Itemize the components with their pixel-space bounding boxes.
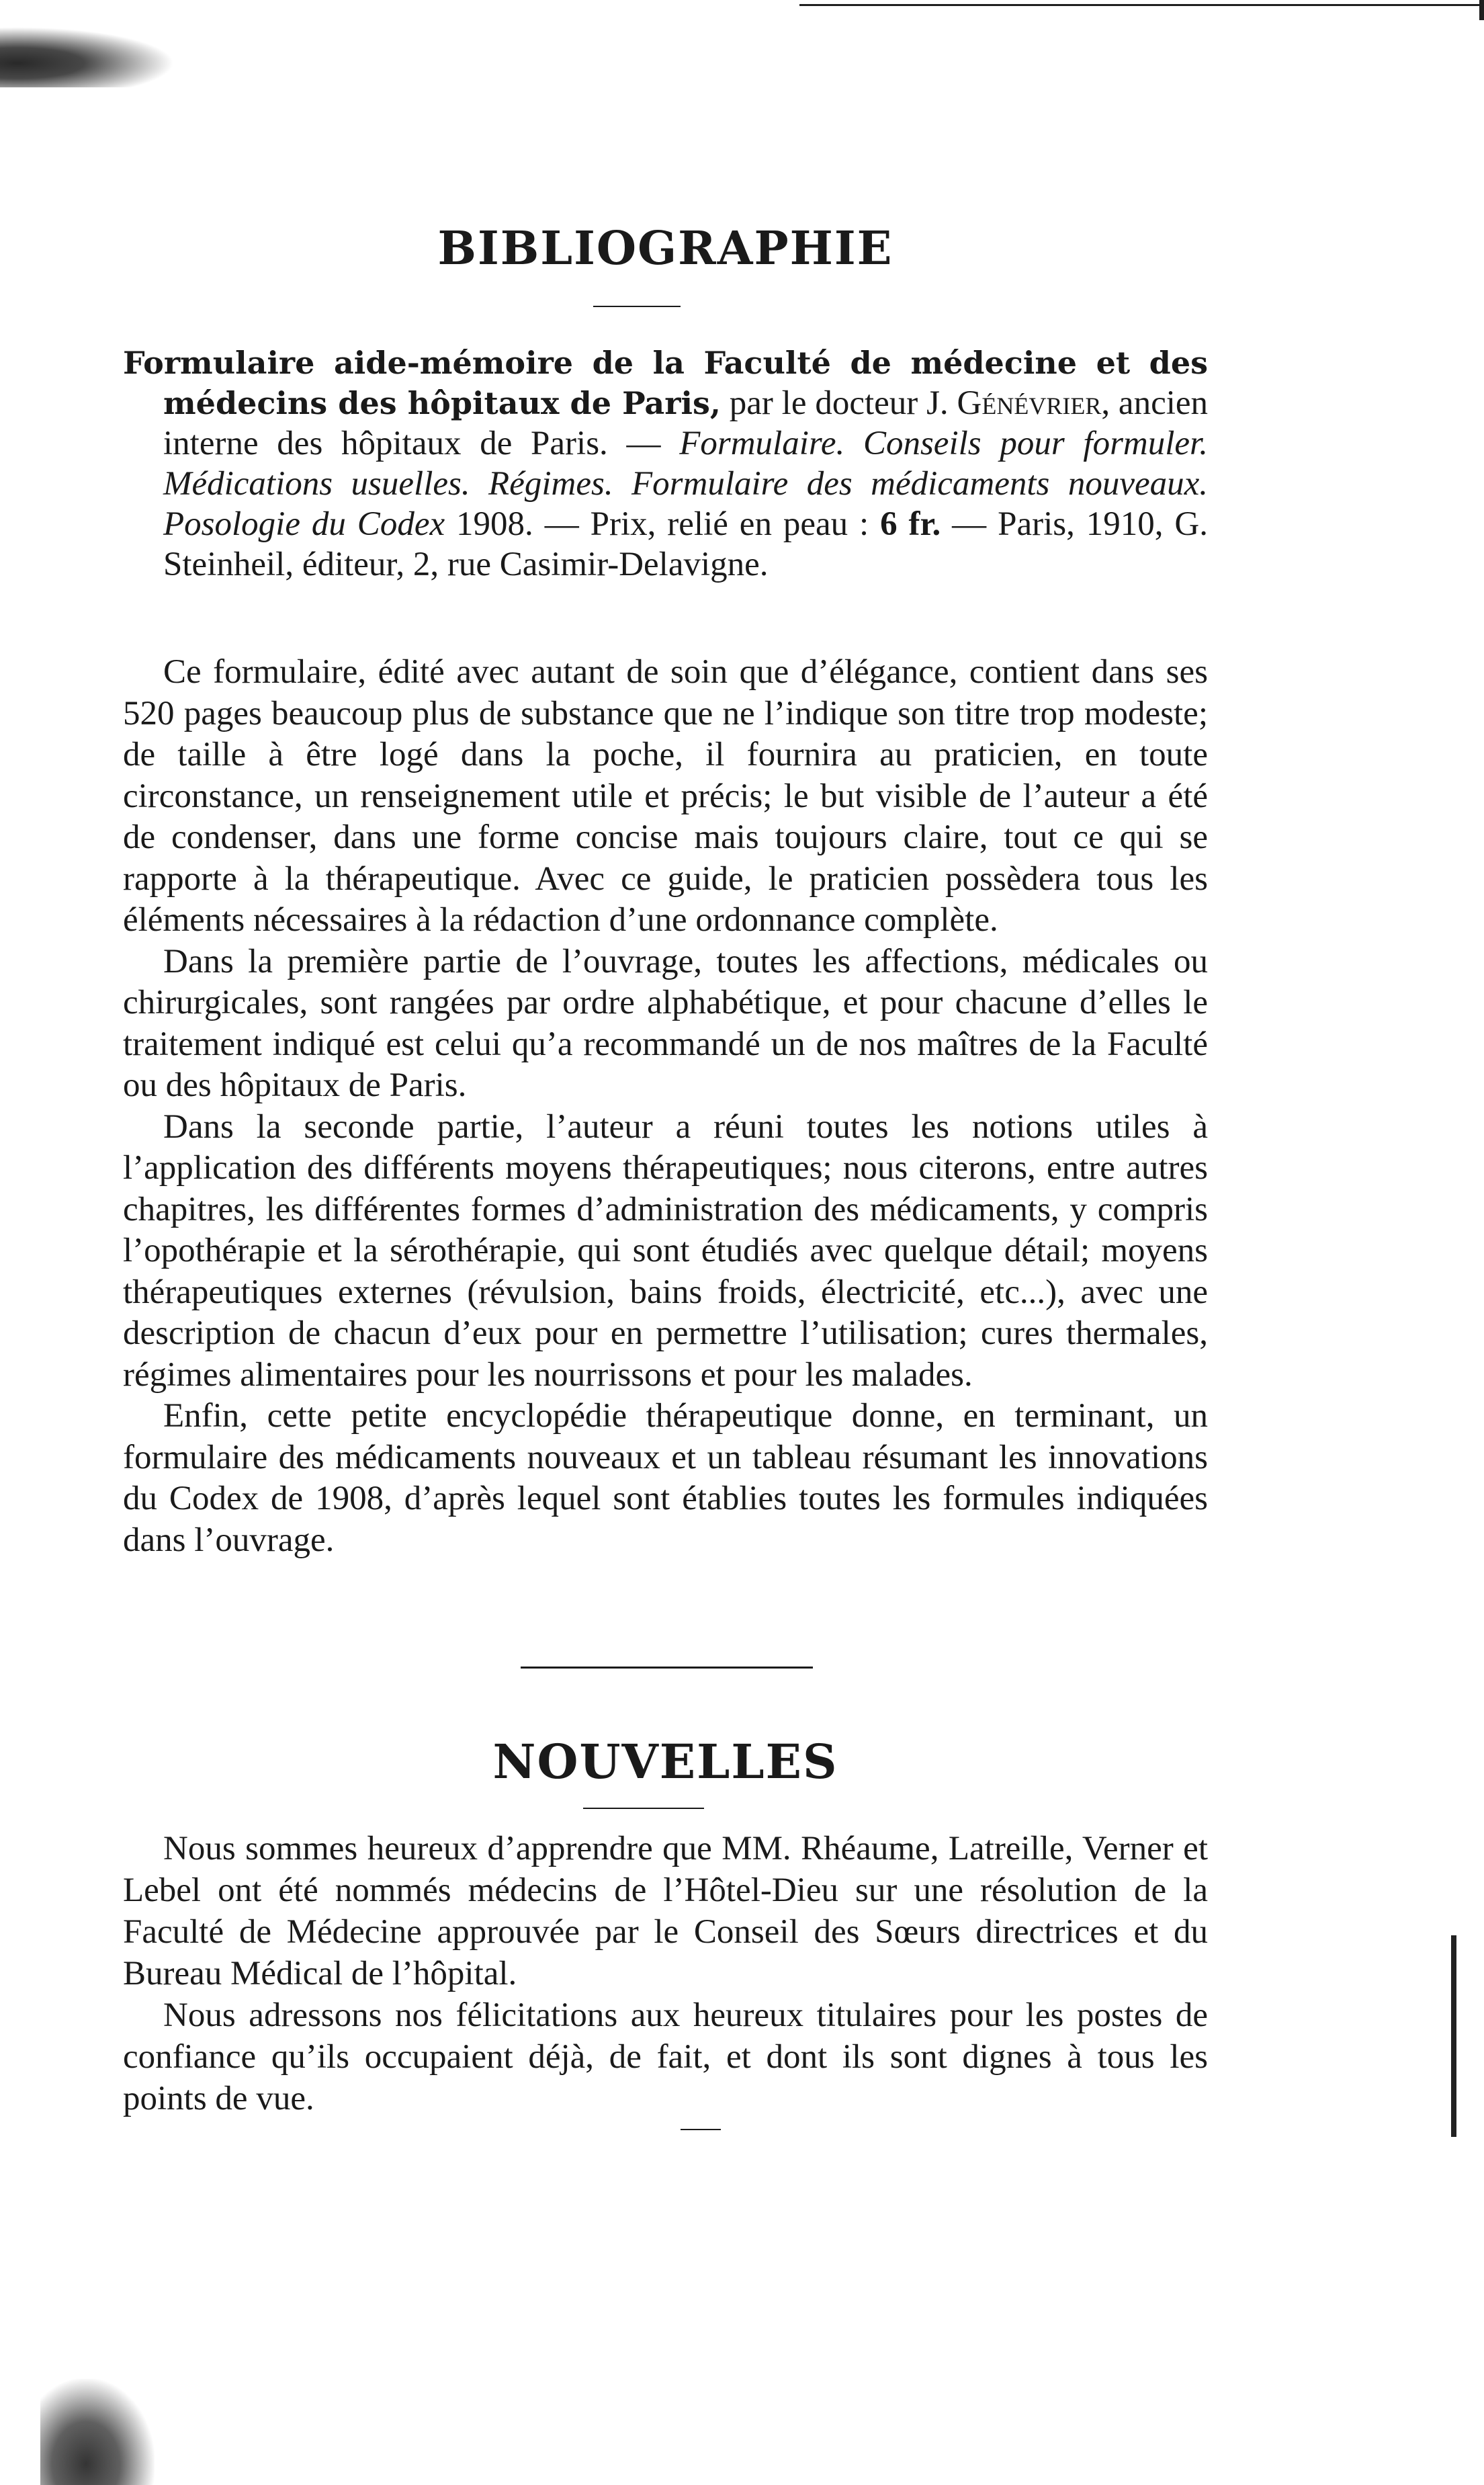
- page-edge-right: [1479, 0, 1484, 20]
- paragraph: Dans la seconde partie, l’auteur a réuni toutes les notions utiles à l’application des différents moyens thérapeutiques; nous citerons, entre autres chapitres, les différentes formes d’administration des médicaments, y compris l’opothérapie et la sérothérapie, qui sont étudiés avec quelque détail; moyens thérapeutiques externes (révulsion, bains froids, électricité, etc...), avec une description de chacun d’eux pour en permettre l’utilisation; cures thermales, régimes alimentaires pour les nourrissons et pour les malades.: [123, 1107, 1208, 1394]
- entry-title: Formulaire aide-mémoire de la Faculté de médecine et des médecins des hôpitaux de Paris,: [123, 345, 1208, 421]
- bibliographie-heading: BIBLIOGRAPHIE: [437, 222, 893, 276]
- bibliographic-entry: [123, 343, 1208, 585]
- scan-blemish-right-margin: [1451, 1935, 1456, 2137]
- nouvelles-body: [123, 1828, 1208, 2119]
- section-divider: [521, 1667, 813, 1669]
- entry-price: 6 fr.: [880, 505, 941, 543]
- entry-contents: Formulaire. Conseils pour formuler. Médications usuelles. Régimes. Formulaire des médicaments nouveaux. Posologie du Codex: [163, 425, 1208, 543]
- paragraph: Enfin, cette petite encyclopédie thérapeutique donne, en terminant, un formulaire des médicaments nouveaux et un tableau résumant les innovations du Codex de 1908, d’après lequel sont établies toutes les formules indiquées dans l’ouvrage.: [123, 1397, 1208, 1559]
- paragraph: Nous sommes heureux d’apprendre que MM. Rhéaume, Latreille, Verner et Lebel ont été nommés médecins de l’Hôtel-Dieu sur une résolution de la Faculté de Médecine approuvée par le Conseil des Sœurs directrices et du Bureau Médical de l’hôpital.: [123, 1830, 1208, 1992]
- end-mark: [681, 2129, 721, 2130]
- scan-blemish-top-left: [0, 27, 175, 87]
- nouvelles-heading: NOUVELLES: [492, 1734, 838, 1789]
- entry-author-suffix: , ancien interne des hôpitaux de Paris. —: [163, 384, 1209, 462]
- paragraph: Dans la première partie de l’ouvrage, toutes les affections, médicales ou chirurgicales, sont rangées par ordre alphabétique, et pour chacune d’elles le traitement indiqué est celui qu’a recommandé un de nos maîtres de la Faculté ou des hôpitaux de Paris.: [123, 942, 1208, 1104]
- bibliographie-body: [123, 652, 1208, 1561]
- entry-author-prefix: par le docteur J.: [729, 384, 949, 422]
- paragraph: Ce formulaire, édité avec autant de soin que d’élégance, contient dans ses 520 pages beaucoup plus de substance que ne l’indique son titre trop modeste; de taille à être logé dans la poche, il fournira au praticien, en toute circonstance, un renseignement utile et précis; le but visible de l’auteur a été de condenser, dans une forme concise mais toujours claire, tout ce qui se rapporte à la thérapeutique. Avec ce guide, le praticien possèdera tous les éléments nécessaires à la rédaction d’une ordonnance complète.: [123, 653, 1208, 939]
- entry-author-name: Génévrier: [957, 384, 1102, 422]
- entry-codex-year: 1908. — Prix, relié en peau :: [456, 505, 869, 543]
- divider: [583, 1808, 704, 1809]
- page-edge-top: [799, 4, 1484, 6]
- entry-publisher: — Paris, 1910, G. Steinheil, éditeur, 2, rue Casimir-Delavigne.: [163, 505, 1208, 583]
- scan-blemish-bottom-left: [40, 2379, 155, 2485]
- paragraph: Nous adressons nos félicitations aux heureux titulaires pour les postes de confiance qu’ils occupaient déjà, de fait, et dont ils sont dignes à tous les points de vue.: [123, 1996, 1208, 2117]
- divider: [593, 306, 681, 307]
